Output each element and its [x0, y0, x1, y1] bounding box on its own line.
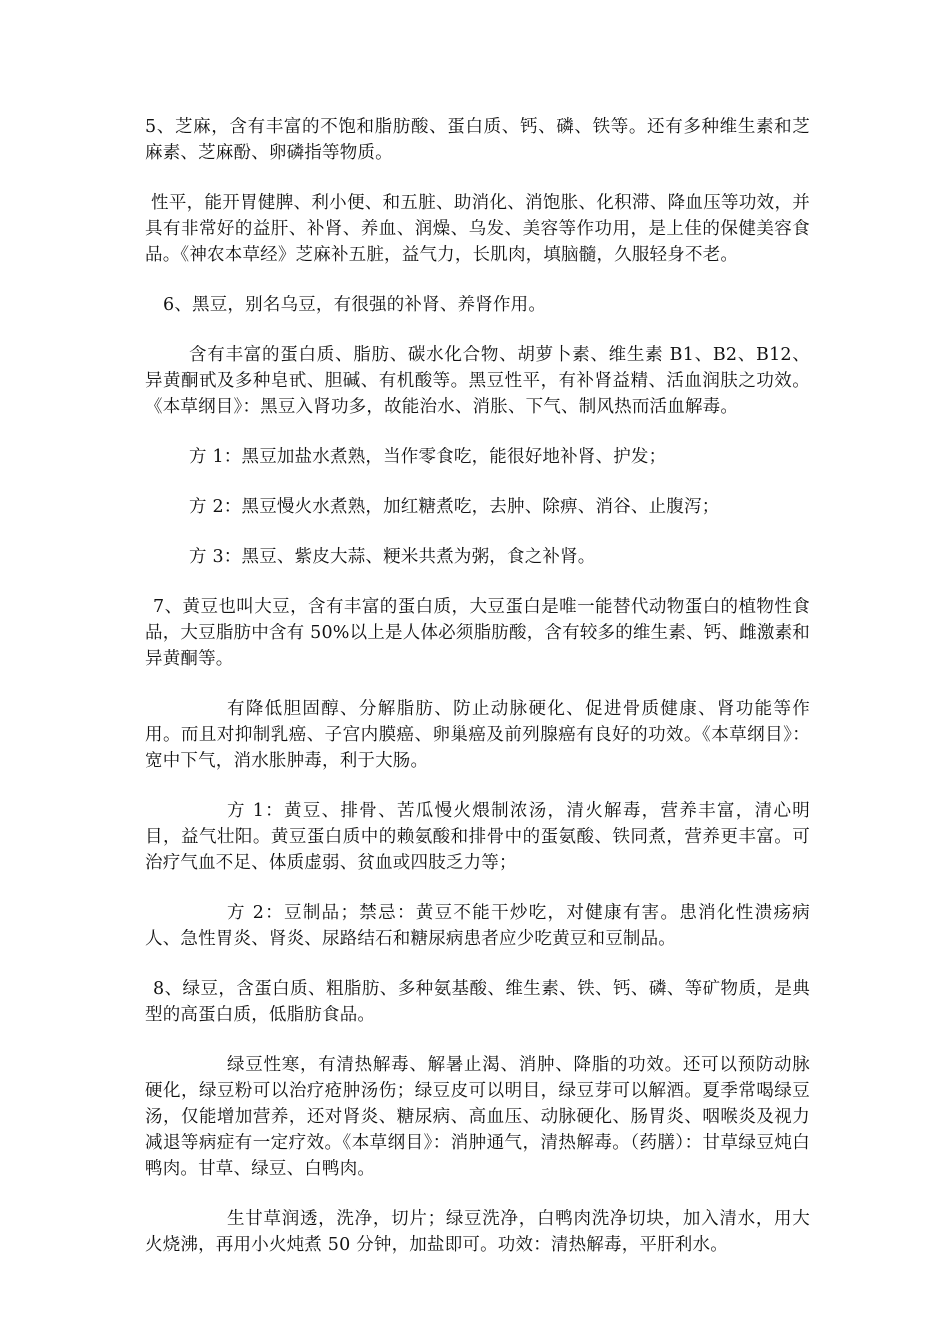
paragraph-soybean-recipe-2: 方 2：豆制品；禁忌：黄豆不能干炒吃，对健康有害。患消化性溃疡病人、急性胃炎、肾炎、尿路结石和糖尿病患者应少吃黄豆和豆制品。	[145, 903, 810, 949]
paragraph-mung-bean-effects: 绿豆性寒，有清热解毒、解暑止渴、消肿、降脂的功效。还可以预防动脉硬化，绿豆粉可以治疗疮肿汤伤；绿豆皮可以明目，绿豆芽可以解酒。夏季常喝绿豆汤，仅能增加营养，还对肾炎、糖尿病、高血压、动脉硬化、肠胃炎、咽喉炎及视力减退等病症有一定疗效。《本草纲目》：消肿通气，清热解毒。（药膳）：甘草绿豆炖白鸭肉。甘草、绿豆、白鸭肉。	[145, 1055, 810, 1179]
paragraph-black-bean-recipe-1: 方 1：黑豆加盐水煮熟，当作零食吃，能很好地补肾、护发；	[189, 447, 667, 467]
paragraph-black-bean-recipe-3: 方 3：黑豆、紫皮大蒜、粳米共煮为粥，食之补肾。	[189, 547, 596, 567]
paragraph-soybean: 7、黄豆也叫大豆，含有丰富的蛋白质，大豆蛋白是唯一能替代动物蛋白的植物性食品，大豆脂肪中含有 50%以上是人体必须脂肪酸，含有较多的维生素、钙、雌激素和异黄酮等。	[145, 597, 810, 669]
paragraph-sesame: 5、芝麻，含有丰富的不饱和脂肪酸、蛋白质、钙、磷、铁等。还有多种维生素和芝麻素、芝麻酚、卵磷指等物质。	[145, 117, 810, 163]
paragraph-black-bean-recipe-2: 方 2：黑豆慢火水煮熟，加红糖煮吃，去肿、除痹、消谷、止腹泻；	[189, 497, 720, 517]
paragraph-black-bean-nutrition: 含有丰富的蛋白质、脂肪、碳水化合物、胡萝卜素、维生素 B1、B2、B12、异黄酮甙及多种皂甙、胆碱、有机酸等。黑豆性平，有补肾益精、活血润肤之功效。《本草纲目》：黑豆入肾功多，故能治水、消胀、下气、制风热而活血解毒。	[145, 345, 810, 417]
paragraph-soybean-recipe-1: 方 1：黄豆、排骨、苦瓜慢火煨制浓汤，清火解毒，营养丰富，清心明目，益气壮阳。黄豆蛋白质中的赖氨酸和排骨中的蛋氨酸、铁同煮，营养更丰富。可治疗气血不足、体质虚弱、贫血或四肢乏力等；	[145, 801, 810, 873]
paragraph-black-bean: 6、黑豆，别名乌豆，有很强的补肾、养肾作用。	[163, 295, 547, 315]
paragraph-mung-bean-recipe: 生甘草润透，洗净，切片；绿豆洗净，白鸭肉洗净切块，加入清水，用大火烧沸，再用小火炖煮 50 分钟，加盐即可。功效：清热解毒，平肝利水。	[145, 1209, 810, 1255]
document-page	[145, 114, 810, 1258]
paragraph-soybean-effects: 有降低胆固醇、分解脂肪、防止动脉硬化、促进骨质健康、肾功能等作用。而且对抑制乳癌、子宫内膜癌、卵巢癌及前列腺癌有良好的功效。《本草纲目》：宽中下气，消水胀肿毒，利于大肠。	[145, 699, 810, 771]
paragraph-sesame-effects: 性平，能开胃健脾、利小便、和五脏、助消化、消饱胀、化积滞、降血压等功效，并具有非常好的益肝、补肾、养血、润燥、乌发、美容等作功用，是上佳的保健美容食品。《神农本草经》芝麻补五脏，益气力，长肌肉，填脑髓，久服轻身不老。	[145, 193, 810, 265]
paragraph-mung-bean: 8、绿豆，含蛋白质、粗脂肪、多种氨基酸、维生素、铁、钙、磷、等矿物质，是典型的高蛋白质，低脂肪食品。	[145, 979, 810, 1025]
